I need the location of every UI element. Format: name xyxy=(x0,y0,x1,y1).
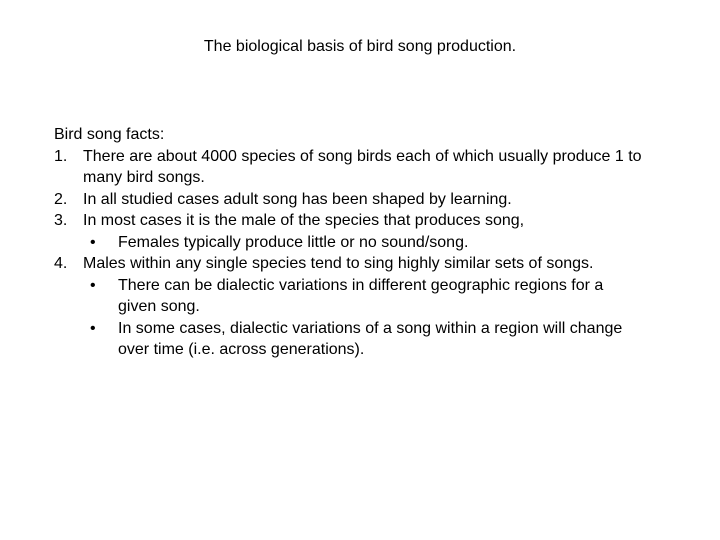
list-item-3 xyxy=(54,210,644,232)
sub-list-item xyxy=(54,318,644,361)
list-marker: 4. xyxy=(54,255,68,272)
sub-list-item xyxy=(54,232,644,254)
slide-content xyxy=(54,124,644,361)
list-marker: 3. xyxy=(54,212,68,229)
sub-list-item-text: There can be dialectic variations in different geographic regions for a given song. xyxy=(118,276,604,315)
bullet-icon: • xyxy=(90,319,96,337)
bullet-icon: • xyxy=(90,233,96,251)
list-item-text: There are about 4000 species of song birds each of which usually produce 1 to many bird songs. xyxy=(83,147,642,186)
sub-list-item xyxy=(54,275,644,318)
slide-title: The biological basis of bird song production. xyxy=(203,38,517,55)
list-marker: 1. xyxy=(54,147,68,165)
list-item-text: In all studied cases adult song has been shaped by learning. xyxy=(83,190,512,208)
list-heading: Bird song facts: xyxy=(54,126,165,143)
bullet-icon: • xyxy=(90,276,96,294)
list-marker: 2. xyxy=(54,190,68,208)
list-item-text: In most cases it is the male of the species that produces song, xyxy=(83,212,525,229)
sub-list-item-text: In some cases, dialectic variations of a song within a region will change over time (i.e. across generations). xyxy=(118,319,623,358)
list-item-1 xyxy=(54,146,644,189)
list-item-2 xyxy=(54,189,644,211)
list-item-4 xyxy=(54,253,644,275)
sub-list-item-text: Females typically produce little or no sound/song. xyxy=(118,233,469,251)
list-item-text: Males within any single species tend to sing highly similar sets of songs. xyxy=(83,255,594,272)
